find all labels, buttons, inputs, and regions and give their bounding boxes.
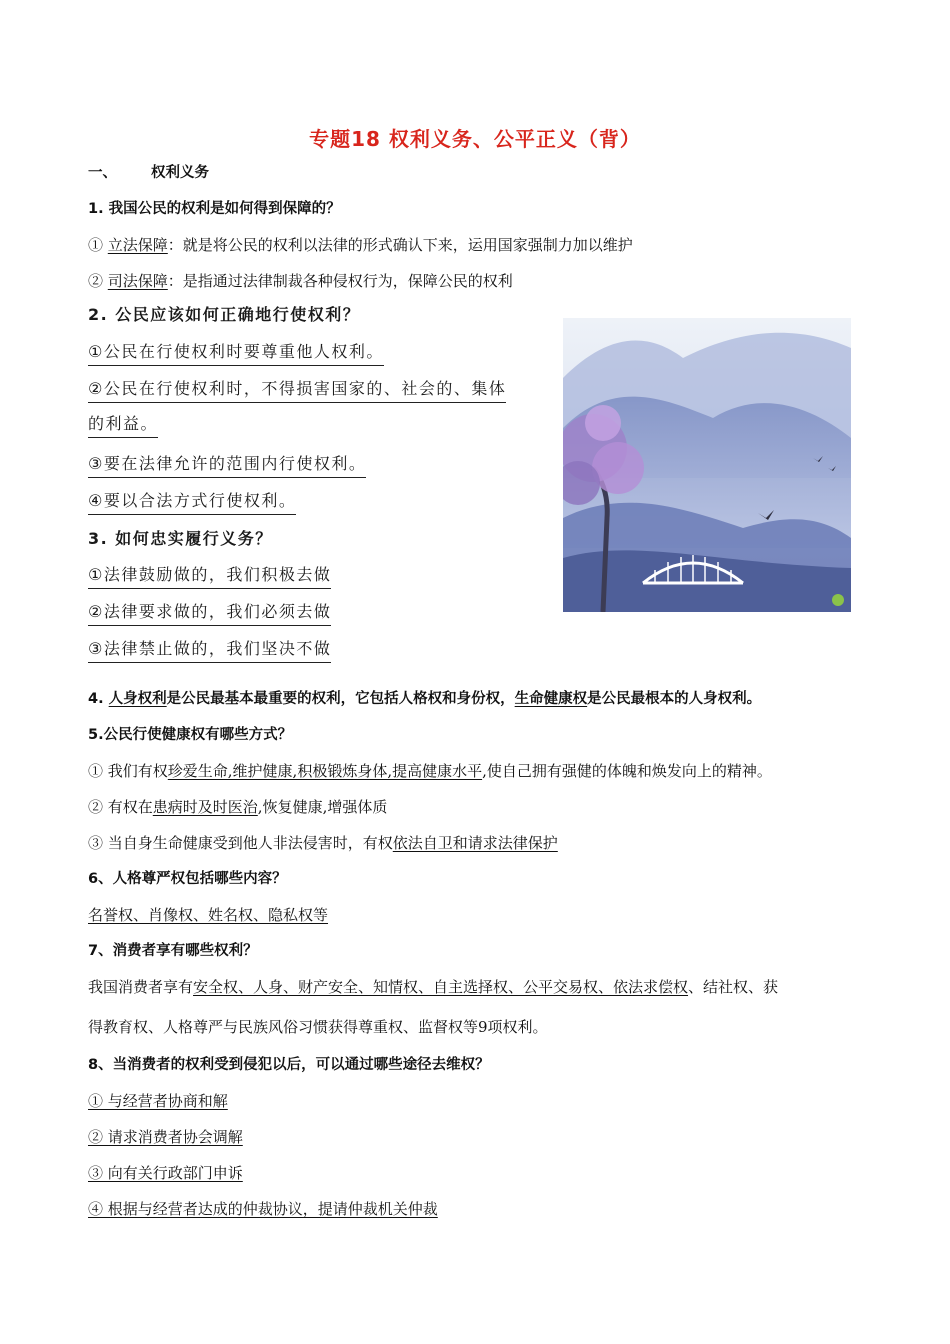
answer-text: ,使自己拥有强健的体魄和焕发向上的精神。 [482, 762, 772, 780]
question-7: 7、消费者享有哪些权利？ [88, 943, 258, 959]
landscape-painting-icon [563, 318, 851, 612]
statement-number: 4. [88, 691, 109, 707]
question-1: 1. 我国公民的权利是如何得到保障的？ [88, 201, 341, 217]
keyword: 人身权利 [108, 691, 167, 707]
answer-7-line-1 [88, 977, 778, 997]
answer-text: 、结社权、获 [688, 978, 779, 996]
answer-8-1: ① 与经营者协商和解 [88, 1092, 228, 1110]
answer-2-3: ③要在法律允许的范围内行使权利。 [88, 453, 366, 478]
answer-prefix: ③ 当自身生命健康受到他人非法侵害时，有权 [88, 834, 393, 852]
answer-text: ,恢复健康,增强体质 [257, 798, 388, 816]
answer-8-3: ③ 向有关行政部门申诉 [88, 1164, 243, 1182]
answer-2-1: ①公民在行使权利时要尊重他人权利。 [88, 341, 384, 366]
keyword: 安全权、人身、财产安全、知情权、自主选择权、公平交易权、依法求偿权 [193, 978, 689, 996]
statement-text: 是公民最根本的人身权利。 [587, 691, 762, 707]
answer-8-2: ② 请求消费者协会调解 [88, 1128, 243, 1146]
answer-8-4: ④ 根据与经营者达成的仲裁协议，提请仲裁机关仲裁 [88, 1200, 438, 1218]
statement-4 [88, 689, 761, 709]
answer-text: ：是指通过法律制裁各种侵权行为，保障公民的权利 [167, 272, 513, 290]
section-number: 一、 [88, 165, 117, 181]
section-heading [88, 163, 209, 183]
keyword: 司法保障 [107, 272, 168, 290]
section-label: 权利义务 [151, 165, 209, 181]
question-8: 8、当消费者的权利受到侵犯以后，可以通过哪些途径去维权？ [88, 1057, 490, 1073]
keyword: 立法保障 [107, 236, 168, 254]
answer-3-1: ①法律鼓励做的，我们积极去做 [88, 564, 331, 589]
question-2: 2. 公民应该如何正确地行使权利？ [88, 305, 361, 324]
answer-text: ：就是将公民的权利以法律的形式确认下来，运用国家强制力加以维护 [167, 236, 633, 254]
question-5: 5.公民行使健康权有哪些方式？ [88, 727, 293, 743]
answer-prefix: ① [88, 236, 108, 254]
statement-text: 是公民最基本最重要的权利，它包括人格权和身份权， [166, 691, 515, 707]
answer-prefix: 我国消费者享有 [88, 978, 194, 996]
question-6: 6、人格尊严权包括哪些内容？ [88, 871, 287, 887]
answer-prefix: ② [88, 272, 108, 290]
answer-1-2 [88, 271, 513, 291]
answer-prefix: ② 有权在 [88, 798, 153, 816]
answer-6: 名誉权、肖像权、姓名权、隐私权等 [88, 906, 329, 924]
keyword: 生命健康权 [514, 691, 588, 707]
keyword: 依法自卫和请求法律保护 [392, 834, 558, 852]
answer-7-line-2: 得教育权、人格尊严与民族风俗习惯获得尊重权、监督权等9项权利。 [88, 1018, 548, 1036]
answer-2-4: ④要以合法方式行使权利。 [88, 490, 296, 515]
answer-5-1 [88, 761, 772, 781]
answer-prefix: ① 我们有权 [88, 762, 168, 780]
keyword: 珍爱生命,维护健康,积极锻炼身体,提高健康水平 [167, 762, 483, 780]
question-3: 3. 如何忠实履行义务？ [88, 529, 273, 548]
answer-1-1 [88, 235, 633, 255]
answer-5-3 [88, 833, 558, 853]
answer-2-2: ②公民在行使权利时，不得损害国家的、社会的、集体 [88, 378, 506, 403]
answer-5-2 [88, 797, 387, 817]
page-title: 专题18 权利义务、公平正义（背） [309, 127, 641, 151]
answer-2-2-cont: 的利益。 [88, 413, 158, 438]
answer-3-2: ②法律要求做的，我们必须去做 [88, 601, 331, 626]
answer-3-3: ③法律禁止做的，我们坚决不做 [88, 638, 331, 663]
keyword: 患病时及时医治 [152, 798, 258, 816]
